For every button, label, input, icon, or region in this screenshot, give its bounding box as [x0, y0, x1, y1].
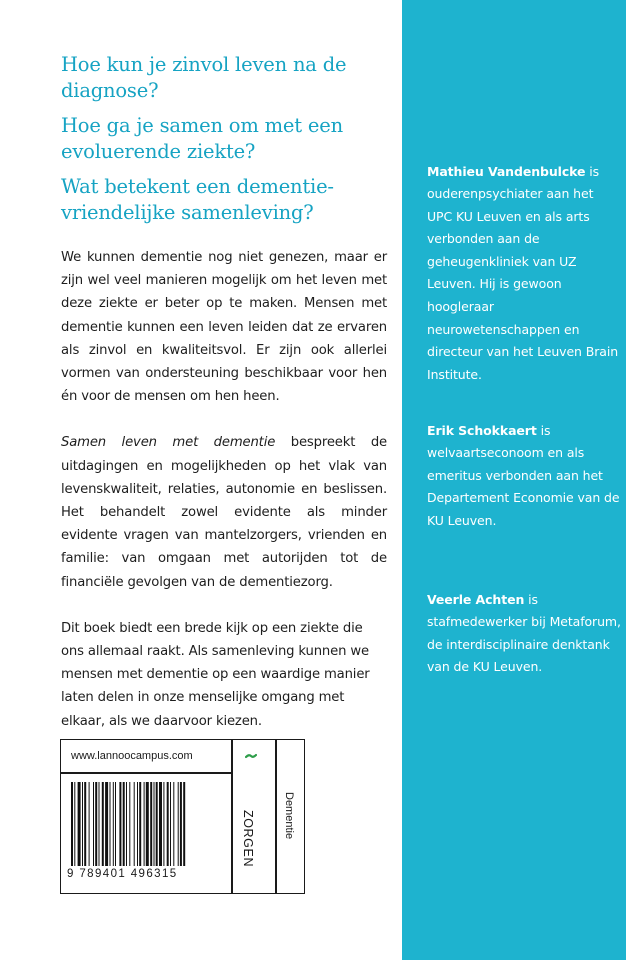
author-bio-text: is stafmedewerker bij Metaforum, de interdisciplinaire denktank van de KU Leuven.	[427, 591, 621, 675]
isbn-number: 9 789401 496315	[67, 868, 178, 880]
blurb-paragraph-2	[61, 431, 387, 593]
question-list	[61, 52, 391, 235]
author-name: Mathieu Vandenbulcke	[427, 163, 586, 179]
barcode-box	[60, 739, 305, 894]
author-bio-3	[427, 589, 622, 679]
blurb	[61, 246, 387, 756]
author-bio-2	[427, 420, 622, 533]
author-name: Veerle Achten	[427, 591, 525, 607]
question-2: Hoe ga je samen om met een evoluerende ziekte?	[61, 114, 343, 163]
question-1: Hoe kun je zinvol leven na de diagnose?	[61, 53, 347, 102]
author-name: Erik Schokkaert	[427, 422, 537, 438]
publisher-logo-icon	[245, 750, 257, 762]
blurb-paragraph-1: We kunnen dementie nog niet genezen, maar er zijn wel veel manieren mogelijk om het leven met deze ziekte er beter op te maken. Mensen met dementie kunnen een leven leiden dat ze ervaren als zinvol en kwaliteitsvol. Er zijn ook allerlei vormen van ondersteuning beschikbaar voor hen én voor de mensen om hen heen.	[61, 250, 387, 405]
divider	[231, 740, 233, 893]
blurb-paragraph-3: Dit boek biedt een brede kijk op een ziekte die ons allemaal raakt. Als samenleving kunnen we mensen met dementie op een waardige manier laten delen in onze menselijke omgang met elkaar, als we daarvoor kiezen.	[61, 620, 370, 729]
divider	[61, 772, 231, 774]
subject-label: Dementie	[283, 792, 295, 840]
author-bio-1	[427, 161, 622, 387]
question-3: Wat betekent een dementie-vriendelijke samenleving?	[61, 175, 334, 224]
book-title: Samen leven met dementie	[61, 435, 276, 451]
author-bio-text: is welvaartseconoom en als emeritus verbonden aan het Departement Economie van de KU Leuven.	[427, 422, 620, 528]
barcode-icon	[71, 782, 223, 866]
category-label: ZORGEN	[241, 810, 255, 868]
blurb-paragraph-2-text: bespreekt de uitdagingen en mogelijkheden op het vlak van levenskwaliteit, relaties, autonomie en beslissen. Het behandelt zowel evidente als minder evidente vragen van mantelzorgers, vrienden en familie: van omgaan met autorijden tot de financiële gevolgen van de dementiezorg.	[61, 435, 387, 590]
publisher-url: www.lannoocampus.com	[71, 750, 193, 762]
author-panel	[402, 0, 626, 960]
author-bio-text: is ouderenpsychiater aan het UPC KU Leuven en als arts verbonden aan de geheugenkliniek van UZ Leuven. Hij is gewoon hoogleraar neurowetenschappen en directeur van het Leuven Brain Institute.	[427, 163, 619, 382]
divider	[275, 740, 277, 893]
